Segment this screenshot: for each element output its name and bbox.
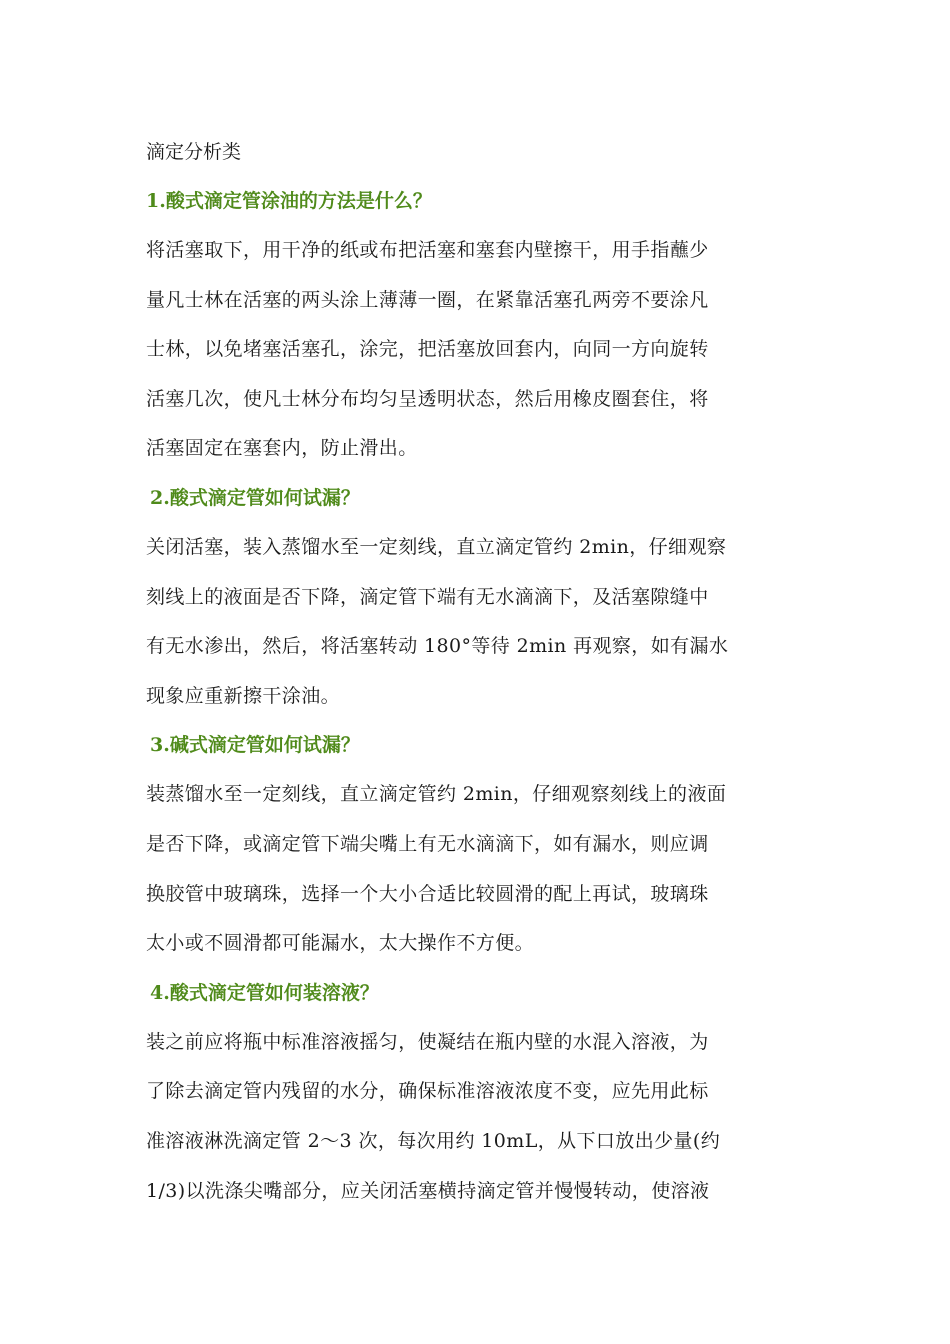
section-3 (146, 721, 810, 968)
text-line: 装之前应将瓶中标准溶液摇匀，使凝结在瓶内壁的水混入溶液，为 (146, 1030, 709, 1053)
document-page (146, 128, 810, 1216)
answer-paragraph-2 (146, 523, 810, 721)
answer-paragraph-1 (146, 226, 810, 474)
text-line: 准溶液淋洗滴定管 2～3 次，每次用约 10mL，从下口放出少量(约 (146, 1129, 721, 1152)
text-line: 活塞固定在塞套内，防止滑出。 (146, 437, 418, 460)
text-line: 活塞几次，使凡士林分布均匀呈透明状态，然后用橡皮圈套住，将 (146, 387, 709, 410)
question-heading-3: 3.碱式滴定管如何试漏？ (150, 734, 360, 757)
text-line: 士林，以免堵塞活塞孔，涂完，把活塞放回套内，向同一方向旋转 (146, 338, 709, 361)
text-line: 关闭活塞，装入蒸馏水至一定刻线，直立滴定管约 2min，仔细观察 (146, 535, 727, 558)
text-line: 换胶管中玻璃珠，选择一个大小合适比较圆滑的配上再试，玻璃珠 (146, 882, 709, 905)
text-line: 有无水渗出，然后，将活塞转动 180°等待 2min 再观察，如有漏水 (146, 635, 729, 658)
question-heading-1: 1.酸式滴定管涂油的方法是什么？ (146, 190, 432, 212)
text-line: 现象应重新擦干涂油。 (146, 684, 341, 707)
section-1 (146, 177, 810, 474)
answer-paragraph-3 (146, 770, 810, 968)
text-line: 太小或不圆滑都可能漏水，太大操作不方便。 (146, 932, 535, 955)
text-line: 是否下降，或滴定管下端尖嘴上有无水滴滴下，如有漏水，则应调 (146, 832, 709, 855)
text-line: 1/3)以洗涤尖嘴部分，应关闭活塞横持滴定管并慢慢转动，使溶液 (146, 1179, 710, 1202)
question-heading-2: 2.酸式滴定管如何试漏？ (150, 486, 360, 509)
text-line: 了除去滴定管内残留的水分，确保标准溶液浓度不变，应先用此标 (146, 1080, 709, 1103)
section-4 (146, 969, 810, 1216)
text-line: 量凡士林在活塞的两头涂上薄薄一圈，在紧靠活塞孔两旁不要涂凡 (146, 288, 709, 311)
text-line: 刻线上的液面是否下降，滴定管下端有无水滴滴下，及活塞隙缝中 (146, 585, 709, 608)
text-line: 装蒸馏水至一定刻线，直立滴定管约 2min，仔细观察刻线上的液面 (146, 783, 727, 806)
question-heading-4: 4.酸式滴定管如何装溶液？ (150, 981, 379, 1004)
answer-paragraph-4 (146, 1018, 810, 1216)
text-line: 将活塞取下，用干净的纸或布把活塞和塞套内壁擦干，用手指蘸少 (146, 239, 709, 261)
section-2 (146, 474, 810, 721)
document-title: 滴定分析类 (146, 141, 242, 163)
